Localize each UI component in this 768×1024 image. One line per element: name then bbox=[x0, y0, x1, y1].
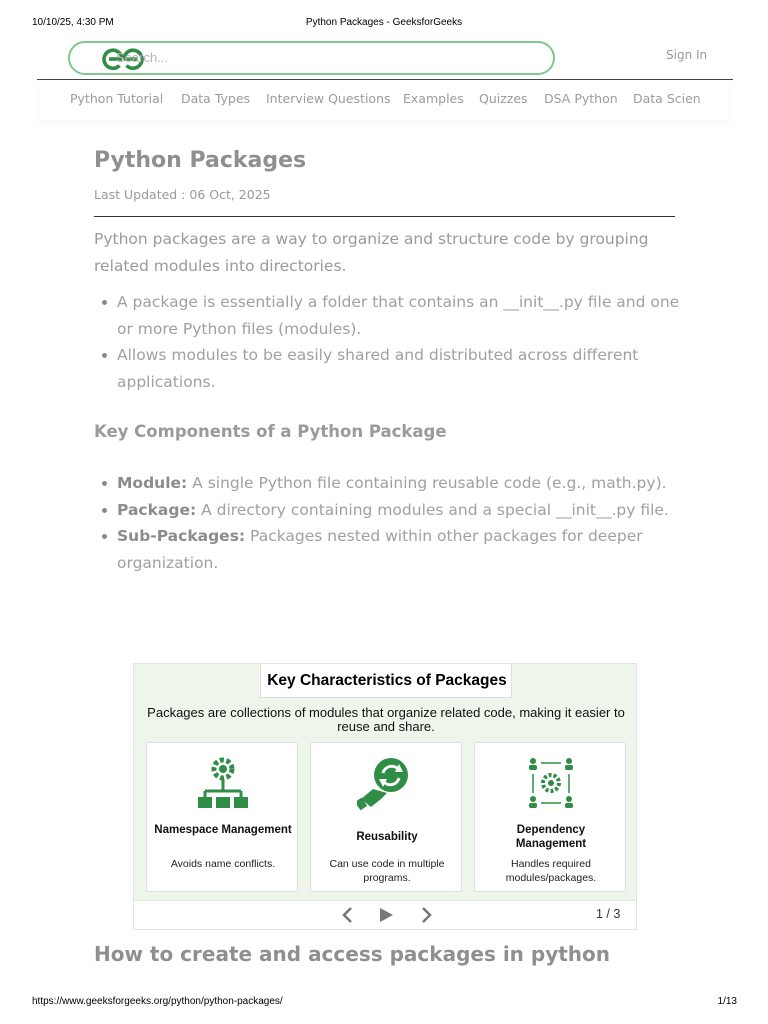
card-title: Namespace Management bbox=[154, 824, 292, 836]
term: Package: bbox=[117, 500, 197, 519]
card-text: Can use code in multiple programs. bbox=[329, 858, 445, 884]
print-page-number: 1/13 bbox=[717, 996, 737, 1007]
sign-in-link[interactable]: Sign In bbox=[666, 48, 708, 62]
dependency-network-icon bbox=[521, 755, 581, 811]
slide-title-box bbox=[260, 664, 512, 698]
topic-nav bbox=[40, 80, 728, 120]
intro-bullet-list bbox=[117, 289, 687, 395]
print-url: https://www.geeksforgeeks.org/python/python-packages/ bbox=[32, 996, 283, 1007]
nav-item-data-types[interactable]: Data Types bbox=[181, 91, 251, 106]
chevron-left-icon[interactable] bbox=[338, 905, 358, 925]
card-title: Reusability bbox=[356, 831, 418, 843]
term: Sub-Packages: bbox=[117, 527, 246, 545]
slideshow-image bbox=[133, 663, 637, 901]
card-namespace bbox=[146, 742, 298, 892]
card-title: Dependency Management bbox=[515, 824, 587, 850]
nav-item-python-tutorial[interactable]: Python Tutorial bbox=[70, 91, 164, 106]
list-item bbox=[117, 523, 687, 576]
next-section-heading: How to create and access packages in python bbox=[94, 942, 611, 966]
chevron-right-icon[interactable] bbox=[416, 905, 436, 925]
search-input[interactable]: Search... bbox=[116, 50, 169, 65]
print-datetime: 10/10/25, 4:30 PM bbox=[32, 17, 114, 28]
definition: Packages nested within other packages for deeper organization. bbox=[117, 527, 643, 572]
card-reusability bbox=[310, 742, 462, 892]
term: Module: bbox=[117, 474, 188, 492]
list-item bbox=[117, 470, 687, 497]
list-item: A package is essentially a folder that contains an __init__.py file and one or more Python files (modules). bbox=[117, 289, 687, 342]
search-bar[interactable] bbox=[68, 41, 555, 75]
nav-item-data-science[interactable]: Data Scien bbox=[633, 91, 701, 106]
list-item: Allows modules to be easily shared and distributed across different applications. bbox=[117, 342, 687, 395]
card-text: Avoids name conflicts. bbox=[170, 858, 276, 870]
nav-item-examples[interactable]: Examples bbox=[403, 91, 464, 106]
last-updated: Last Updated : 06 Oct, 2025 bbox=[94, 187, 271, 202]
card-text: Handles required modules/packages. bbox=[505, 858, 597, 884]
slide-counter: 1 / 3 bbox=[596, 907, 621, 921]
slide-description: Packages are collections of modules that organize related code, making it easier to reuse and share. bbox=[147, 705, 625, 734]
play-icon[interactable] bbox=[376, 905, 396, 925]
list-item bbox=[117, 497, 687, 524]
card-dependency bbox=[474, 742, 626, 892]
nav-item-interview-questions[interactable]: Interview Questions bbox=[266, 91, 391, 106]
print-header bbox=[0, 17, 768, 31]
slide-title: Key Characteristics of Packages bbox=[267, 672, 507, 689]
nav-item-quizzes[interactable]: Quizzes bbox=[479, 91, 528, 106]
reuse-hand-icon bbox=[357, 755, 417, 811]
components-bullet-list bbox=[117, 470, 687, 576]
definition: A directory containing modules and a special __init__.py file. bbox=[196, 500, 669, 519]
nav-item-dsa-python[interactable]: DSA Python bbox=[544, 91, 618, 106]
intro-paragraph: Python packages are a way to organize and structure code by grouping related modules into directories. bbox=[94, 230, 649, 275]
section-heading: Key Components of a Python Package bbox=[94, 422, 447, 441]
slideshow-controls bbox=[133, 901, 637, 930]
namespace-hierarchy-icon bbox=[193, 755, 253, 811]
title-divider bbox=[94, 216, 675, 217]
page-title: Python Packages bbox=[94, 148, 307, 173]
print-doc-title: Python Packages - GeeksforGeeks bbox=[305, 17, 463, 28]
definition: A single Python file containing reusable code (e.g., math.py). bbox=[187, 474, 667, 492]
